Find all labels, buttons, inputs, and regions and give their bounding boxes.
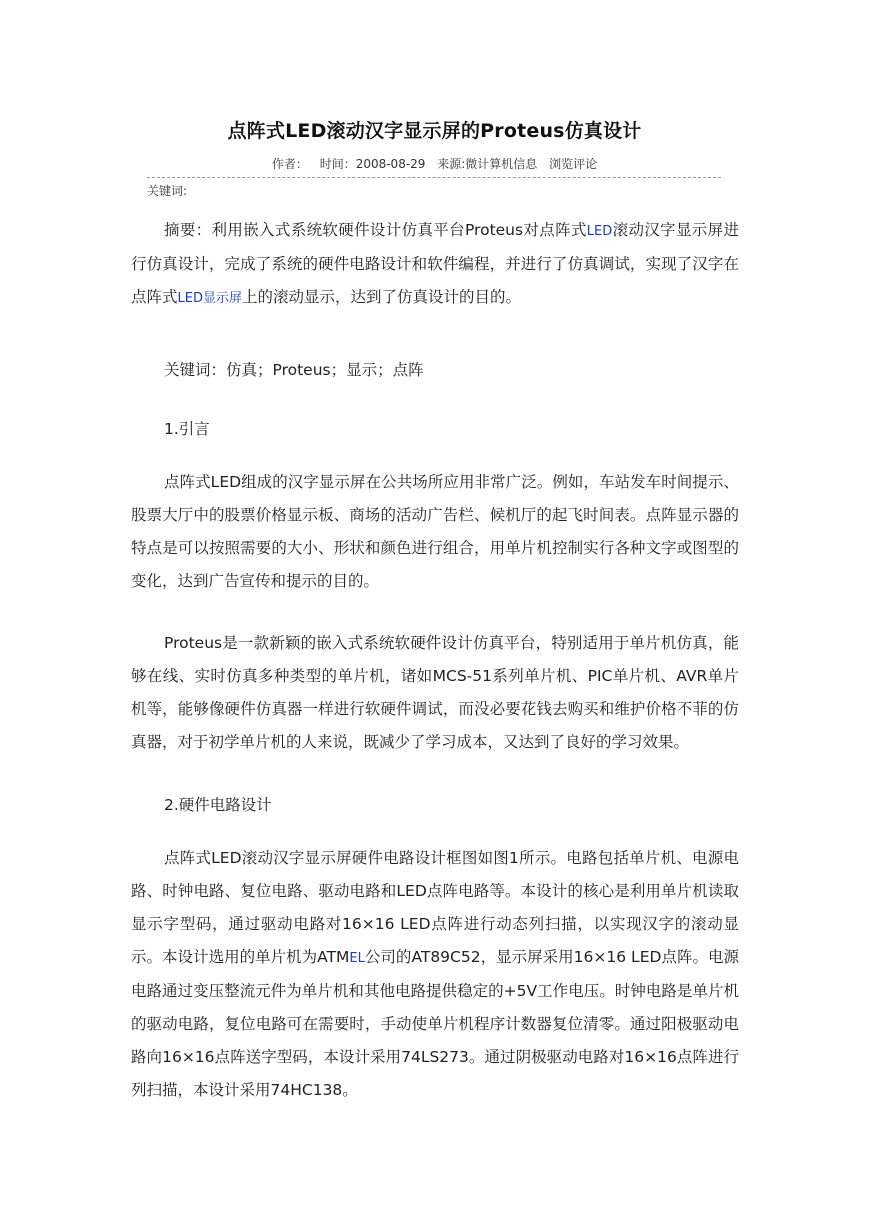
abstract-text-2: 滚动汉字显示屏进行仿真设计，完成了系统的硬件电路设计和软件编程，并进行了仿真调试，实现了汉字在点阵式 [131,221,739,306]
keywords-line: 关键词：仿真；Proteus；显示；点阵 [164,361,424,379]
led-link-2[interactable]: LED [177,291,203,306]
abstract-text-1: 摘要：利用嵌入式系统软硬件设计仿真平台Proteus对点阵式 [164,221,587,239]
display-link[interactable]: 显示屏 [202,291,242,306]
source-label: 来源:微计算机信息 [437,157,538,171]
section-2-heading: 2.硬件电路设计 [164,796,272,814]
section-1-heading: 1.引言 [164,420,210,438]
article-title: 点阵式LED滚动汉字显示屏的Proteus仿真设计 [227,120,642,142]
article-meta [0,155,869,172]
keywords-header: 关键词: [147,184,188,198]
comments-link[interactable]: 浏览评论 [549,157,598,171]
dashed-divider [147,177,721,178]
led-link[interactable]: LED [586,224,613,239]
section-1-paragraph-1: 点阵式LED组成的汉字显示屏在公共场所应用非常广泛。例如，车站发车时间提示、股票大厅中的股票价格显示板、商场的活动广告栏、候机厅的起飞时间表。点阵显示器的特点是可以按照需要的大小、形状和颜色进行组合，用单片机控制实行各种文字或图型的变化，达到广告宣传和提示的目的。 [131,473,739,590]
section-2-paragraph-1 [131,842,739,1107]
abstract-paragraph [131,214,739,315]
section-1-paragraph-2: Proteus是一款新颖的嵌入式系统软硬件设计仿真平台，特别适用于单片机仿真，能够在线、实时仿真多种类型的单片机，诸如MCS-51系列单片机、PIC单片机、AVR单片机等，能够像硬件仿真器一样进行软硬件调试，而没必要花钱去购买和维护价格不菲的仿真器，对于初学单片机的人来说，既减少了学习成本，又达到了良好的学习效果。 [131,634,739,751]
atmel-link[interactable]: EL [349,951,365,966]
section-2-text-1: 点阵式LED滚动汉字显示屏硬件电路设计框图如图1所示。电路包括单片机、电源电路、时钟电路、复位电路、驱动电路和LED点阵电路等。本设计的核心是利用单片机读取显示字型码，通过驱动电路对16×16 LED点阵进行动态列扫描，以实现汉字的滚动显示。本设计选用的单片机为ATM [131,849,739,966]
author-label: 作者： [271,157,308,171]
abstract-text-3: 上的滚动显示，达到了仿真设计的目的。 [242,288,522,306]
section-2-text-2: 公司的AT89C52，显示屏采用16×16 LED点阵。电源电路通过变压整流元件为单片机和其他电路提供稳定的+5V工作电压。时钟电路是单片机的驱动电路，复位电路可在需要时，手动使单片机程序计数器复位清零。通过阳极驱动电路向16×16点阵送字型码，本设计采用74LS273。通过阴极驱动电路对16×16点阵进行列扫描，本设计采用74HC138。 [131,948,739,1099]
time-label: 时间：2008-08-29 [319,157,426,171]
